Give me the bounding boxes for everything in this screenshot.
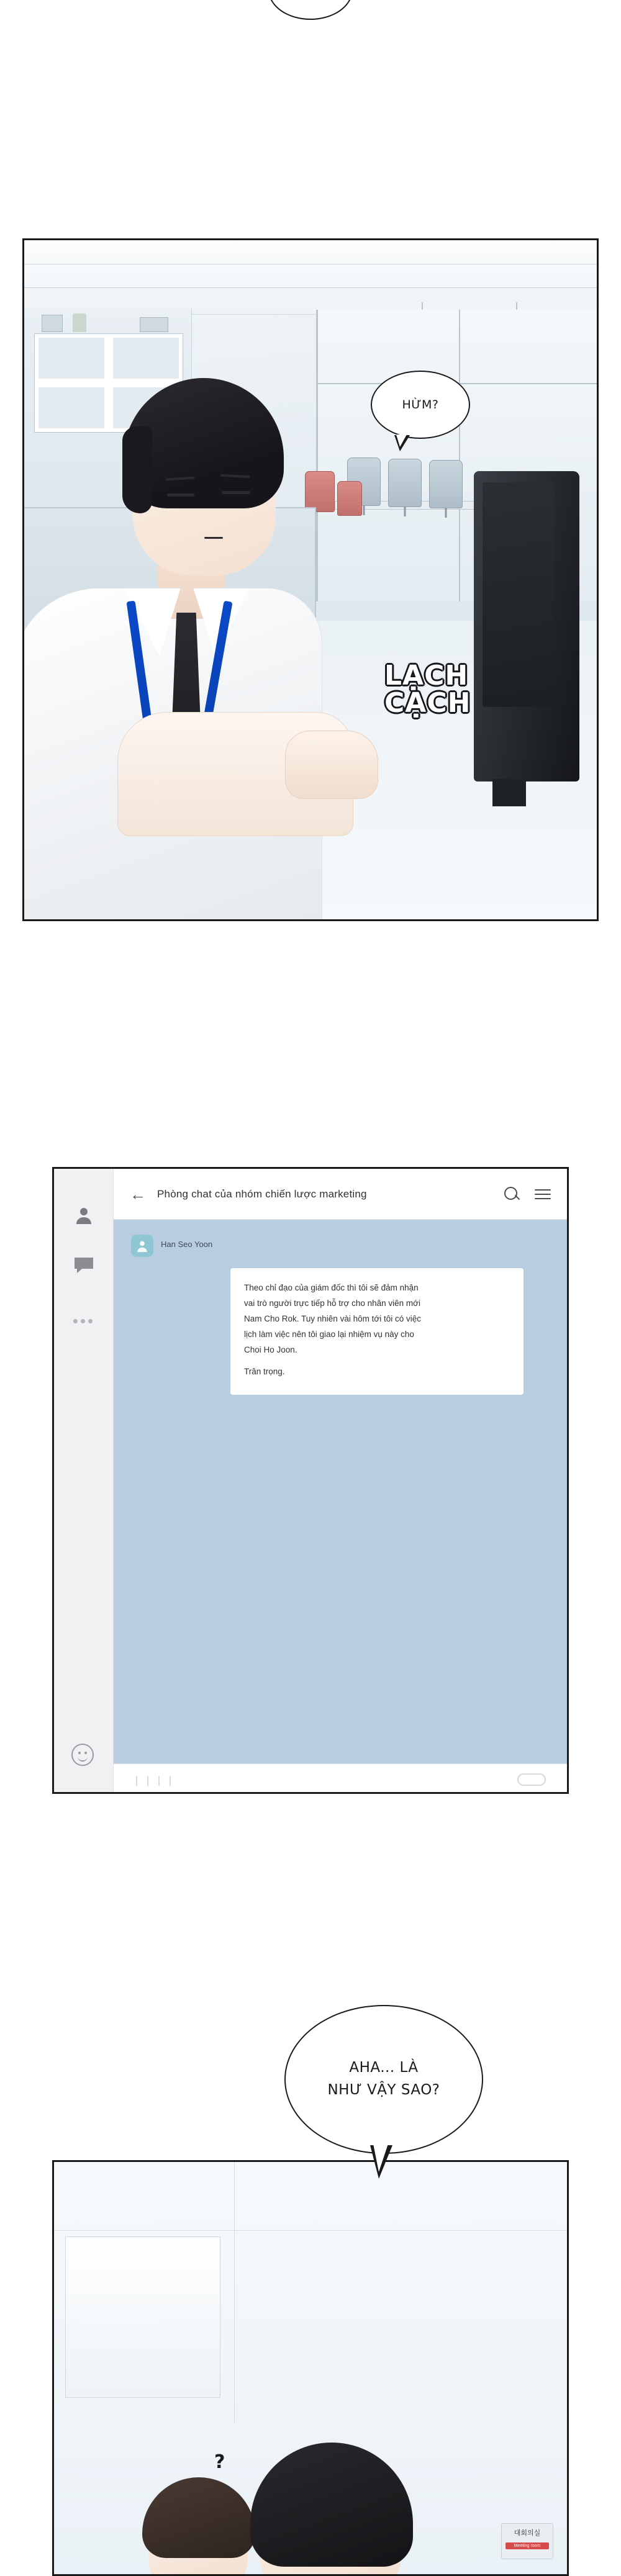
meeting-room-wall-sign — [501, 2523, 553, 2559]
character-hair-side — [122, 426, 152, 513]
speech-bubble-icon[interactable] — [54, 1256, 114, 1278]
sfx-line-2: CẠCH — [384, 687, 471, 719]
speech-bubble-aha-tail — [370, 2145, 392, 2179]
smiley-mouth — [78, 1757, 88, 1762]
shelf-compartment — [39, 338, 104, 379]
speech-bubble-aha-line-2: NHƯ VẬY SAO? — [327, 2082, 440, 2098]
sound-effect-typing — [384, 662, 471, 717]
speech-bubble-hum-text: HỪM? — [402, 398, 439, 412]
chat-header — [114, 1169, 567, 1220]
smiley-eye — [78, 1752, 81, 1754]
more-dots-icon[interactable]: ••• — [72, 1312, 96, 1330]
character-hand — [285, 731, 378, 799]
chat-message-bubble — [230, 1268, 524, 1395]
red-office-chair — [305, 471, 335, 512]
chair-base — [363, 505, 365, 515]
office-ceiling — [24, 240, 597, 315]
search-icon[interactable] — [502, 1185, 521, 1204]
send-button[interactable] — [517, 1773, 546, 1786]
chat-left-rail — [54, 1169, 114, 1792]
character-eye — [222, 491, 250, 494]
office-window — [65, 2236, 220, 2398]
question-mark-effect: ? — [214, 2451, 225, 2473]
wall-line — [54, 2230, 569, 2231]
input-bar-mark — [147, 1776, 148, 1786]
monitor-stand — [492, 779, 526, 806]
speech-bubble-aha-line-1: AHA... LÀ — [349, 2060, 419, 2076]
character-a-hair — [142, 2477, 255, 2558]
smiley-icon[interactable] — [71, 1744, 94, 1766]
top-speech-bubble — [268, 0, 353, 20]
chair-base — [404, 507, 406, 516]
speech-bubble-hum-tail — [394, 435, 410, 451]
chat-main-area — [114, 1169, 567, 1792]
computer-monitor — [474, 471, 579, 781]
top-partial-bubble-clip — [0, 0, 621, 21]
office-chair — [429, 460, 463, 508]
menu-line — [535, 1189, 551, 1191]
hamburger-menu-icon[interactable] — [535, 1186, 551, 1202]
input-bar-mark — [158, 1776, 160, 1786]
red-office-chair — [337, 481, 362, 516]
shelf-compartment — [113, 338, 179, 379]
arrow-left-icon[interactable]: ← — [130, 1184, 146, 1204]
input-bar-mark — [170, 1776, 171, 1786]
wall-line — [234, 2162, 235, 2423]
chat-room-title: Phòng chat của nhóm chiến lược marketing — [157, 1187, 367, 1200]
message-line-1: Theo chỉ đạo của giám đốc thì tôi sẽ đảm nhận — [244, 1283, 419, 1292]
person-icon[interactable] — [75, 1206, 93, 1225]
menu-line — [535, 1194, 551, 1195]
panel-chat-app — [52, 1167, 569, 1794]
character-b-hair — [250, 2443, 413, 2567]
glass-partition-frame — [459, 310, 460, 601]
speech-bubble-aha — [284, 2005, 483, 2154]
panel-office-desk — [22, 238, 599, 921]
chat-message-sender: Han Seo Yoon — [161, 1240, 213, 1249]
message-line-3: Nam Cho Rok. Tuy nhiên vài hôm tới tôi có việc — [244, 1313, 421, 1323]
menu-line — [535, 1198, 551, 1199]
wall-sign-badge: Meeting room — [505, 2542, 549, 2549]
message-line-4: lịch làm việc nên tôi giao lại nhiệm vụ này cho — [244, 1329, 414, 1339]
glass-partition-frame — [316, 310, 318, 601]
character-eye — [167, 493, 194, 497]
smiley-eye — [84, 1752, 87, 1754]
message-line-2: vai trò người trực tiếp hỗ trợ cho nhân viên mới — [244, 1298, 421, 1308]
speech-bubble-hum — [371, 371, 470, 439]
character-mouth — [204, 537, 223, 539]
message-signature: Trân trọng. — [244, 1366, 285, 1376]
input-bar-mark — [136, 1776, 137, 1786]
shelf-box — [42, 315, 63, 332]
message-line-5: Choi Ho Joon. — [244, 1344, 297, 1354]
sfx-line-1: LẠCH — [384, 660, 469, 691]
wall-sign-korean-text: 대회의실 — [514, 2529, 541, 2537]
chair-base — [445, 508, 447, 518]
chat-input-bar[interactable] — [114, 1763, 567, 1792]
panel-two-characters — [52, 2160, 569, 2576]
potted-plant — [73, 313, 86, 332]
office-chair — [388, 459, 422, 507]
ceiling-line — [24, 287, 597, 288]
monitor-screen — [483, 482, 555, 707]
person-avatar-icon[interactable] — [131, 1235, 153, 1257]
shelf-compartment — [39, 387, 104, 428]
shelf-box — [140, 317, 168, 332]
